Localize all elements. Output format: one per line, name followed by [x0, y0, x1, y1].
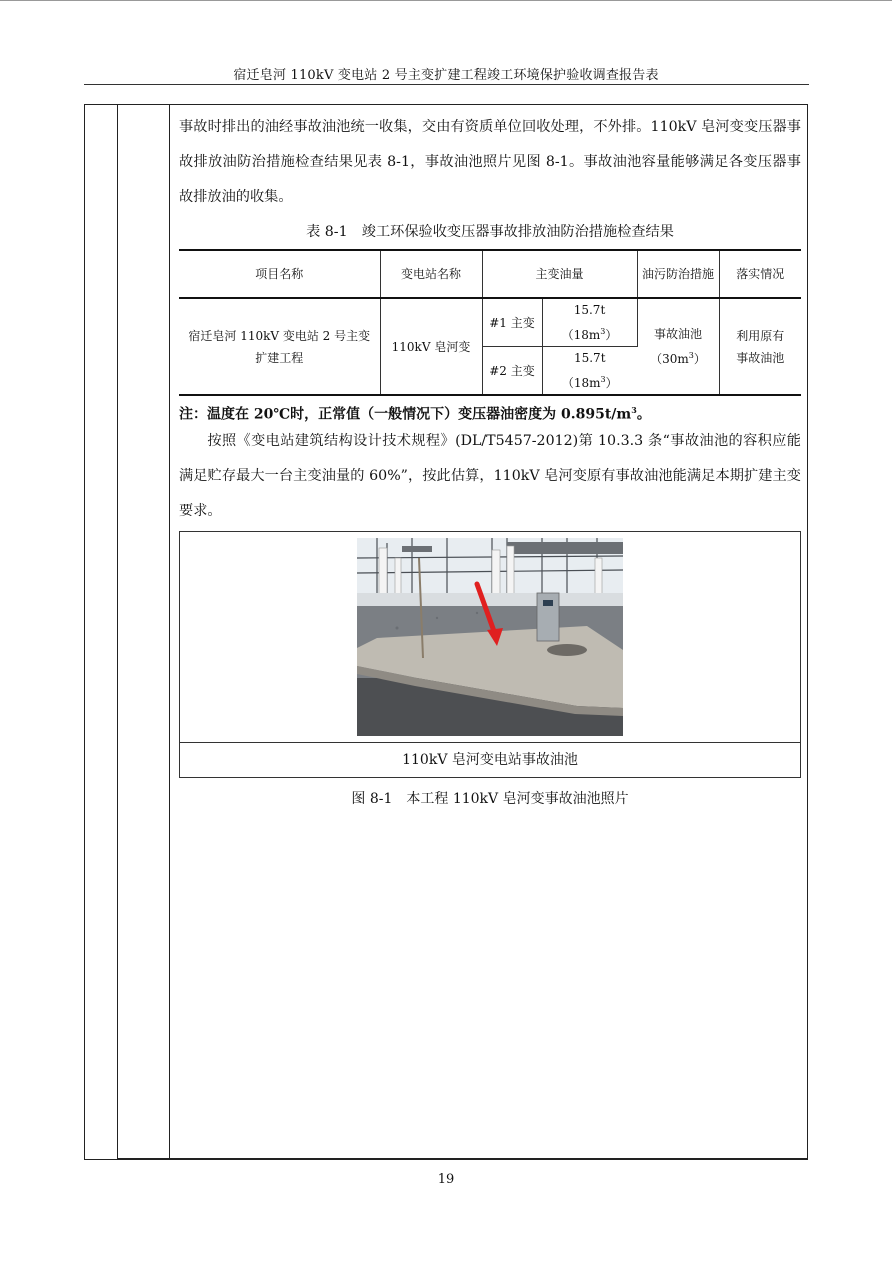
t2-mass: 15.7t [573, 351, 606, 365]
frame-divider-left [117, 104, 118, 1160]
accident-oil-pool-photo [357, 538, 623, 736]
photo-caption: 110kV 皂河变电站事故油池 [402, 752, 578, 768]
measure-name: 事故油池 [653, 327, 702, 341]
paragraph-oil-collection: 事故时排出的油经事故油池统一收集，交由有资质单位回收处理，不外排。110kV 皂河变变压器事故排放油防治措施检查结果见表 8-1，事故油池照片见图 8-1。事故油池容量能够满足各变压器事故排放油的收集。 [179, 119, 801, 205]
frame-divider-right [169, 104, 170, 1160]
cell-project: 宿迁皂河 110kV 变电站 2 号主变扩建工程 [179, 298, 380, 395]
header-measure: 油污防治措施 [637, 250, 719, 298]
header-station: 变电站名称 [380, 250, 482, 298]
paragraph-standard-reference: 按照《变电站建筑结构设计技术规程》(DL/T5457-2012)第 10.3.3 条“事故油池的容积应能满足贮存最大一台主变油量的 60%”，按此估算，110kV 皂河变原有事故油池能满足本期扩建主变要求。 [179, 433, 801, 519]
header-rule [84, 84, 809, 85]
page-top-border [0, 0, 892, 1]
header-status: 落实情况 [719, 250, 801, 298]
cell-t2-name: #2 主变 [482, 347, 542, 396]
table-caption: 表 8-1 竣工环保验收变压器事故排放油防治措施检查结果 [306, 224, 674, 240]
cell-t2-oil [542, 347, 637, 396]
header-project: 项目名称 [179, 250, 380, 298]
cell-t1-name: #1 主变 [482, 298, 542, 347]
table-row [179, 298, 801, 347]
main-content [179, 110, 801, 808]
cell-measure [637, 298, 719, 395]
frame-bottom-rule [117, 1158, 808, 1160]
cell-station: 110kV 皂河变 [380, 298, 482, 395]
header-oil: 主变油量 [482, 250, 637, 298]
table-header-row [179, 250, 801, 298]
oil-pool-photo-illustration [357, 538, 623, 736]
measure-volume: $(30m^3)$ [650, 351, 706, 366]
t1-volume: $(18m^3)$ [561, 327, 618, 342]
cell-t1-oil [542, 298, 637, 347]
t1-mass: 15.7t [573, 303, 606, 317]
figure-caption: 图 8-1 本工程 110kV 皂河变事故油池照片 [351, 791, 629, 807]
t2-volume: $(18m^3)$ [561, 375, 618, 390]
oil-prevention-table [179, 249, 801, 396]
cell-status: 利用原有事故油池 [736, 328, 785, 365]
photo-cell [180, 532, 800, 743]
figure-frame [179, 531, 801, 778]
page-header-title: 宿迁皂河 110kV 变电站 2 号主变扩建工程竣工环境保护验收调查报告表 [233, 68, 659, 83]
table-note: 注：温度在 20℃时，正常值（一般情况下）变压器油密度为 $0.895t/m^3$。 [179, 405, 651, 423]
page-number: 19 [437, 1172, 455, 1187]
